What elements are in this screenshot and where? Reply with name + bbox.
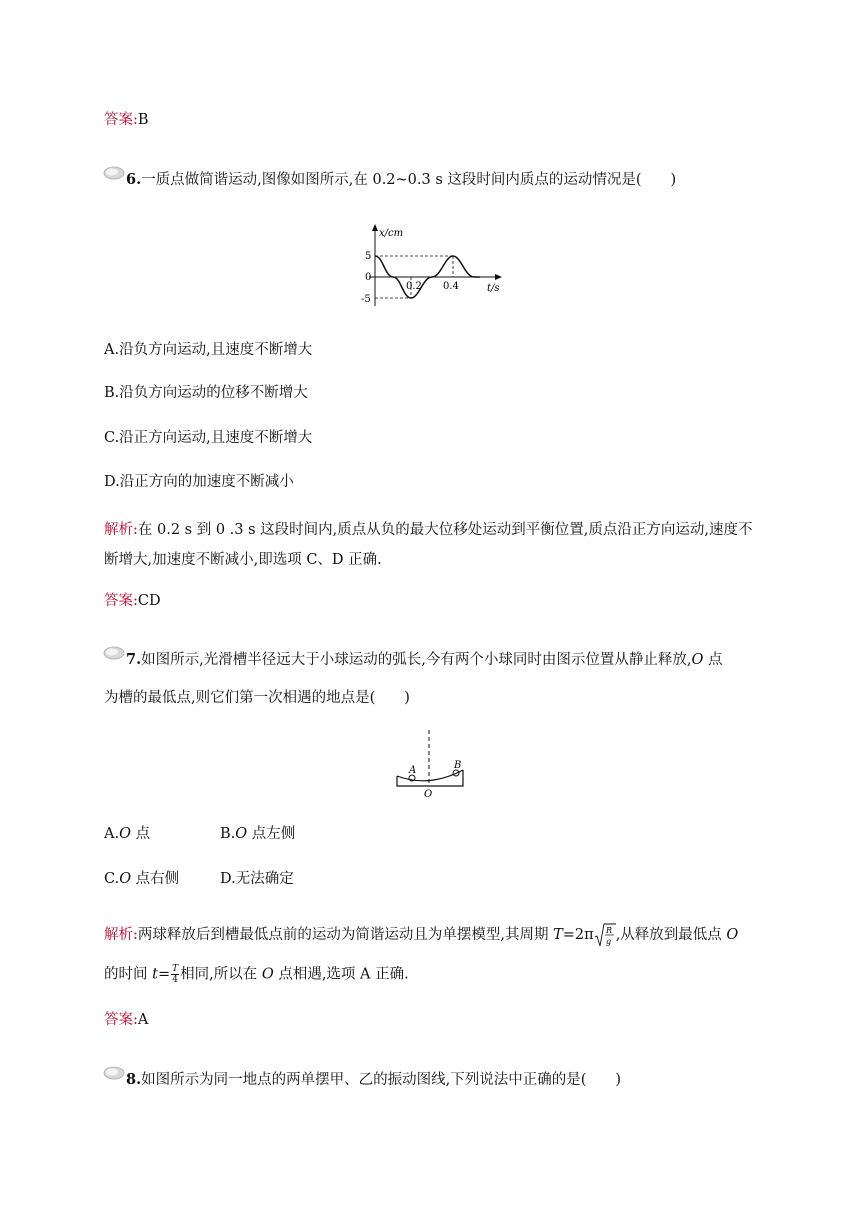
option-b-o: O (235, 826, 248, 842)
answer-value: CD (137, 593, 161, 609)
answer-7 (104, 1010, 764, 1030)
question-6-stem (126, 170, 766, 190)
option-a-o: O (119, 826, 131, 842)
option-b-suffix: 点左侧 (247, 826, 296, 842)
question-8-text: 如图所示为同一地点的两单摆甲、乙的振动图线,下列说法中正确的是( ) (141, 1072, 622, 1088)
analysis-text-1a: 两球释放后到槽最低点前的运动为简谐运动且为单摆模型,其周期 (137, 927, 554, 943)
question-6-option-c: C.沿正方向运动,且速度不断增大 (104, 430, 313, 446)
question-7-option-b (220, 824, 420, 844)
question-7-analysis-line-1 (104, 922, 774, 948)
analysis-time-symbol: t (152, 966, 158, 983)
question-6-option-a: A.沿负方向运动,且速度不断增大 (104, 342, 313, 358)
analysis-line-1: 在 0.2 s 到 0 .3 s 这段时间内,质点从负的最大位移处运动到平衡位置,质点沿正方向运动,速度不 (137, 522, 753, 538)
y-tick-0: 0 (365, 272, 372, 283)
analysis-eq: =2π (562, 927, 594, 943)
answer-label: 答案: (104, 112, 138, 128)
question-8-number: 8. (126, 1071, 142, 1088)
option-c-o: O (119, 871, 132, 887)
question-7-option-a (104, 824, 224, 844)
analysis-label: 解析: (104, 927, 138, 943)
option-a-suffix: 点 (130, 826, 151, 842)
question-7-bullet-icon (103, 646, 125, 660)
fraction-t-over-4 (171, 964, 179, 985)
question-8-bullet-icon (103, 1066, 125, 1080)
question-6-option-b: B.沿负方向运动的位移不断增大 (104, 385, 308, 401)
question-8-stem (126, 1070, 766, 1090)
analysis-t-symbol: T (553, 927, 563, 943)
option-b-prefix: B. (220, 826, 236, 842)
option-c-suffix: 点右侧 (131, 871, 180, 887)
option-c-prefix: C. (104, 871, 120, 887)
groove-figure (392, 728, 468, 800)
analysis-label: 解析: (104, 522, 138, 538)
answer-label: 答案: (104, 1012, 138, 1028)
question-7-option-d: D.无法确定 (220, 871, 294, 887)
answer-6 (104, 591, 764, 611)
question-6-analysis (104, 515, 764, 575)
y-axis-label: x/cm (379, 228, 404, 239)
question-7-stem-line-2: 为槽的最低点,则它们第一次相遇的地点是( ) (104, 690, 410, 706)
x-tick-0.4: 0.4 (443, 281, 459, 292)
question-7-text-1a: 如图所示,光滑槽半径远大于小球运动的弧长,今有两个小球同时由图示位置从静止释放, (141, 652, 692, 668)
question-7-text-1b: 点 (703, 652, 723, 668)
x-axis-label: t/s (487, 283, 500, 294)
ball-a-label: A (409, 765, 417, 776)
analysis-text-2b: 相同,所以在 (180, 966, 262, 983)
question-6-number: 6. (126, 171, 142, 188)
analysis-text-2a: 的时间 (104, 966, 153, 983)
bottom-point-label: O (424, 789, 433, 800)
option-a-prefix: A. (104, 826, 120, 842)
sqrt-denominator: g (605, 937, 611, 946)
answer-value: A (137, 1012, 149, 1028)
sqrt-numerator: R (605, 926, 612, 935)
ball-b-label: B (454, 760, 462, 771)
fraction-denominator: 4 (172, 975, 178, 985)
question-6-option-d: D.沿正方向的加速度不断减小 (104, 474, 294, 490)
question-7-number: 7. (126, 651, 142, 668)
sine-graph-figure (355, 222, 505, 308)
question-6-bullet-icon (103, 166, 125, 180)
question-7-text-1o: O (691, 652, 704, 668)
analysis-eq2: = (157, 966, 171, 983)
analysis-o-symbol: O (726, 927, 739, 943)
answer-5 (104, 110, 764, 130)
answer-label: 答案: (104, 593, 138, 609)
question-7-stem (126, 650, 766, 670)
analysis-text-2c: 点相遇,选项 A 正确. (273, 966, 409, 983)
fraction-numerator: T (172, 964, 179, 974)
sqrt-icon (594, 922, 616, 948)
question-6-text: 一质点做简谐运动,图像如图所示,在 0.2~0.3 s 这段时间内质点的运动情况是( ) (141, 172, 677, 188)
answer-value: B (137, 112, 149, 128)
y-tick-5: 5 (365, 251, 372, 262)
x-tick-0.2: 0.2 (406, 281, 422, 292)
analysis-text-1b: ,从释放到最低点 (615, 927, 727, 943)
analysis-line-2: 断增大,加速度不断减小,即选项 C、D 正确. (104, 552, 382, 568)
question-7-analysis-line-2 (104, 964, 774, 985)
question-7-option-c (104, 869, 224, 889)
analysis-o-symbol-2: O (261, 966, 274, 983)
y-tick-neg5: -5 (361, 294, 371, 305)
